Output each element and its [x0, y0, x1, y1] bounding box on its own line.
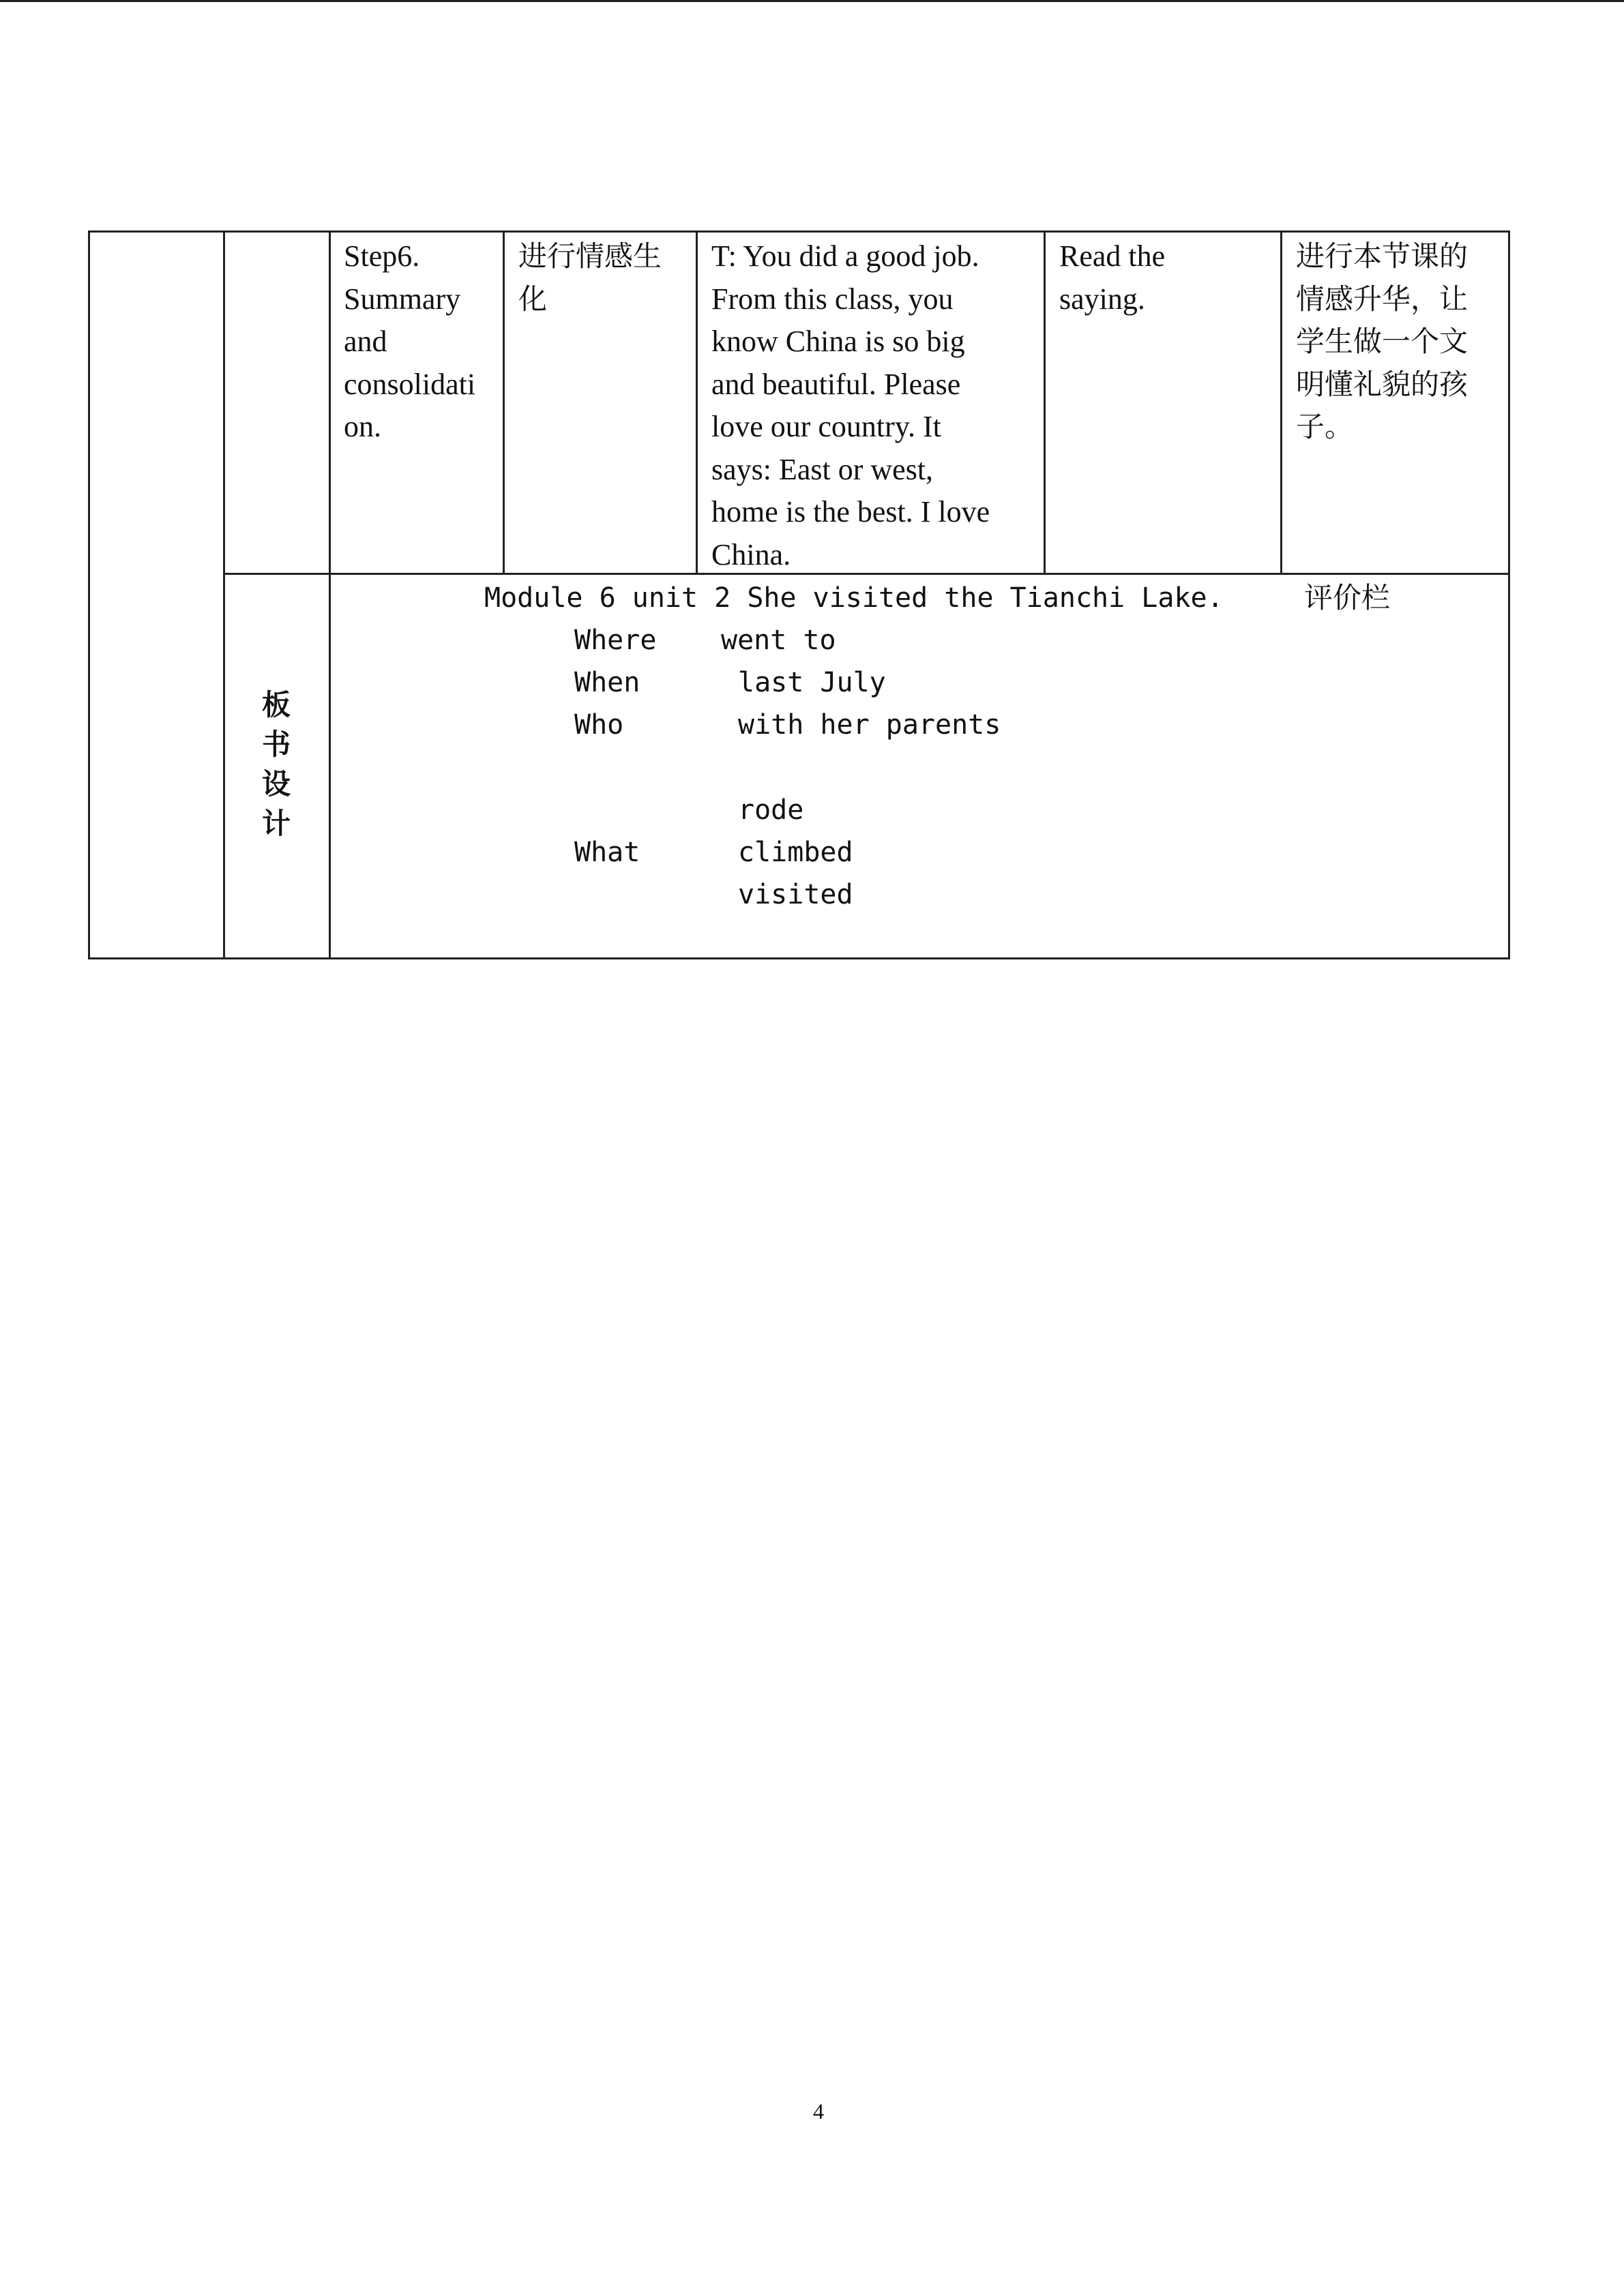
col-border-3	[329, 230, 331, 959]
board-title-line: Module 6 unit 2 She visited the Tianchi Lake.	[484, 582, 1224, 614]
col-border-8	[1508, 230, 1510, 959]
col-border-5	[696, 230, 698, 574]
board-key-when: When	[574, 667, 640, 698]
col-border-7	[1280, 230, 1282, 574]
page-number: 4	[813, 2099, 824, 2123]
board-key-who: Who	[574, 709, 624, 741]
board-value-where: went to	[721, 625, 836, 656]
teacher-activity-cell: T: You did a good job. From this class, you know China is so big and beautiful. Please love our country. It says: East or west, home is the best. I love China.	[711, 239, 990, 571]
col-border-6	[1044, 230, 1046, 574]
board-key-what: What	[574, 837, 640, 868]
col-border-2	[223, 230, 225, 959]
board-design-label: 板书设计	[261, 688, 291, 840]
page-top-rule	[0, 0, 1624, 2]
board-value-when: last July	[738, 667, 886, 698]
col-border-1	[88, 230, 90, 959]
student-activity-cell: Read the saying.	[1059, 239, 1166, 316]
board-key-where: Where	[574, 625, 657, 656]
table-bottom-border	[88, 957, 1510, 959]
evaluation-label: 评价栏	[1304, 581, 1391, 614]
design-intent-cell: 进行本节课的 情感升华，让 学生做一个文 明懂礼貌的孩 子。	[1296, 239, 1468, 443]
board-value-who: with her parents	[738, 709, 1001, 741]
step-cell: Step6. Summary and consolidati on.	[344, 239, 476, 443]
board-value-rode: rode	[738, 794, 804, 826]
board-value-climbed: climbed	[738, 837, 853, 868]
board-value-visited: visited	[738, 879, 853, 910]
table-top-border	[88, 230, 1510, 233]
col-border-4	[503, 230, 505, 574]
aim-cell: 进行情感生 化	[518, 239, 662, 316]
